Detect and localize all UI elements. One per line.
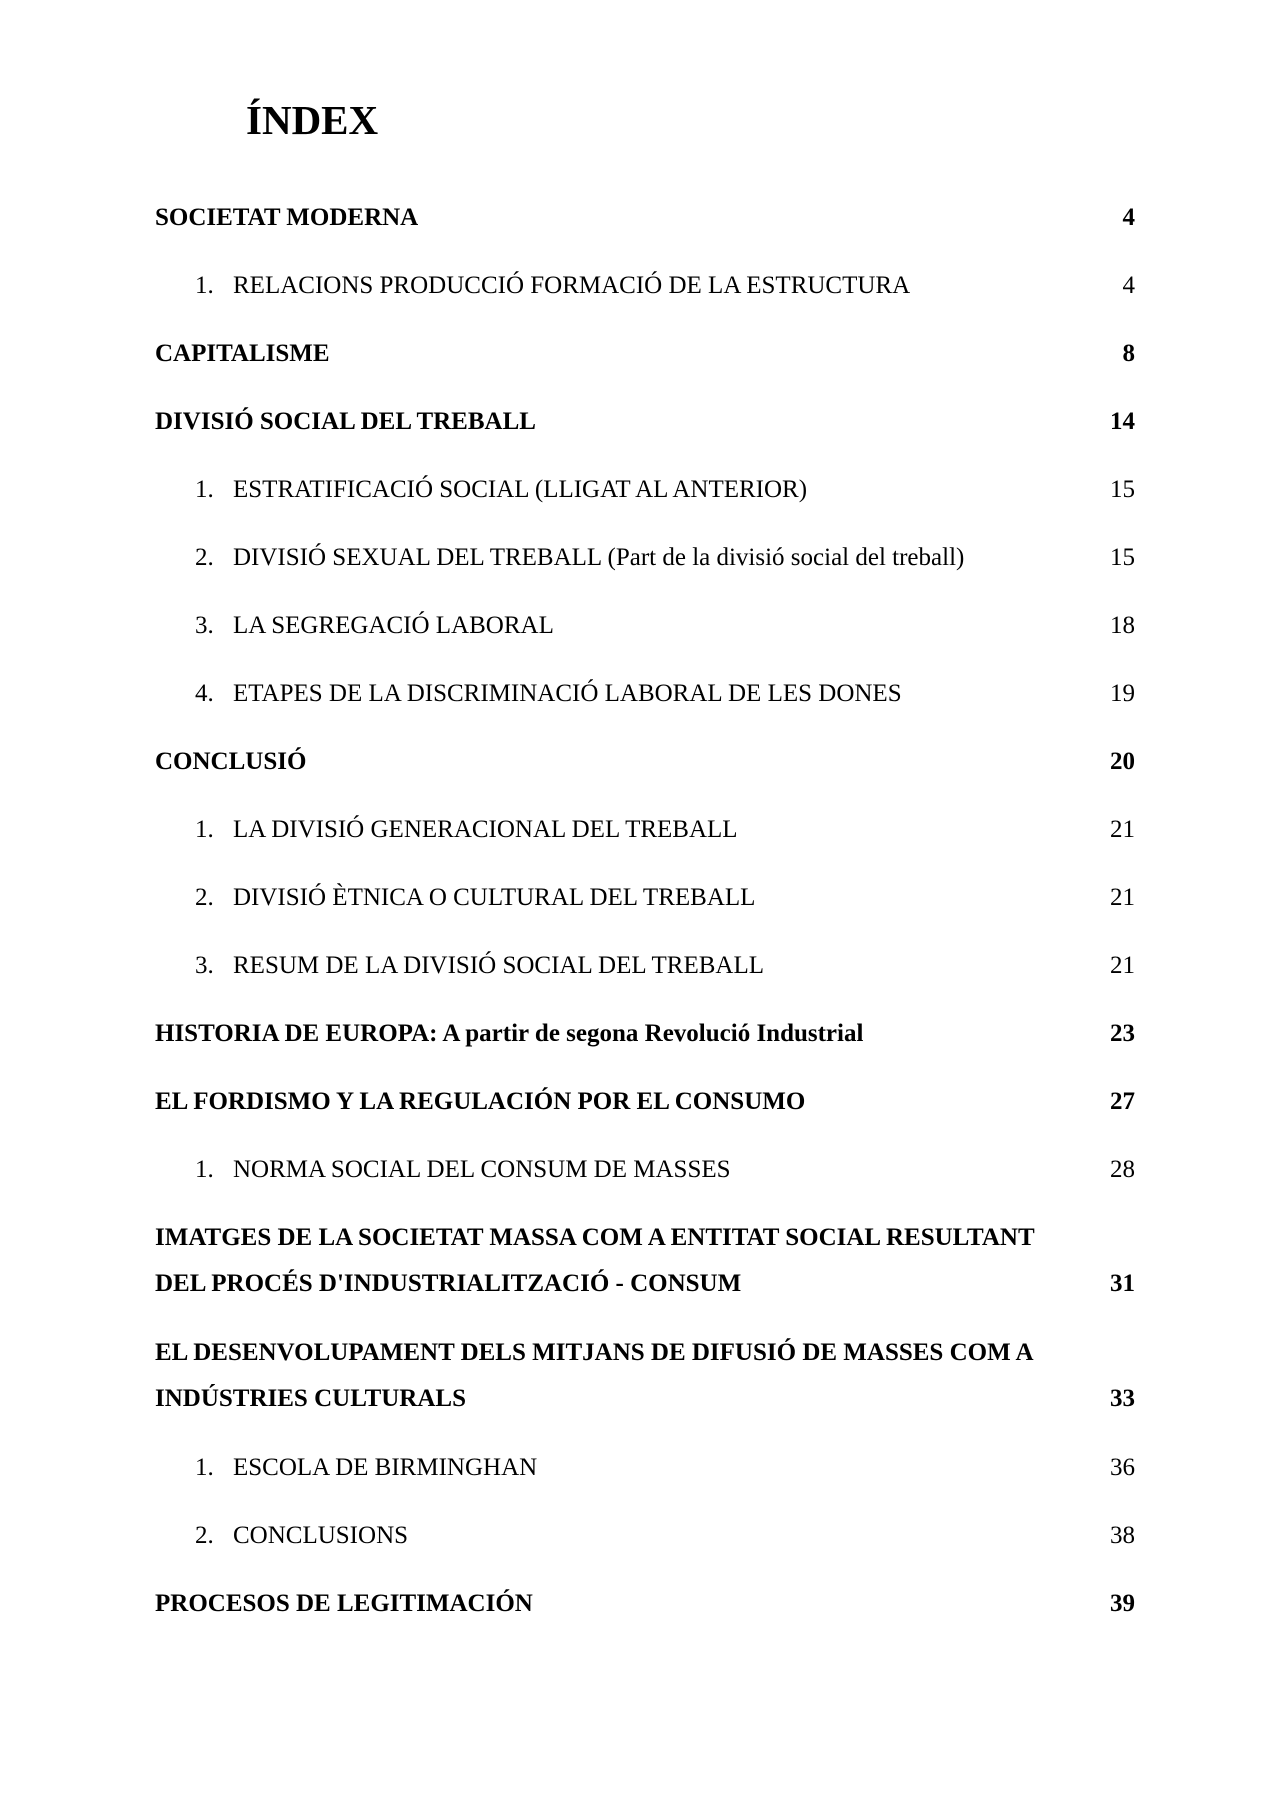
toc-entry-page: 33 bbox=[1110, 1385, 1135, 1412]
toc-subentry-page: 21 bbox=[1110, 884, 1135, 911]
toc-subentry-label: RELACIONS PRODUCCIÓ FORMACIÓ DE LA ESTRUCTURA bbox=[233, 272, 911, 299]
toc-entry-label: SOCIETAT MODERNA bbox=[155, 204, 419, 231]
toc-entry-page: 4 bbox=[1122, 204, 1135, 231]
toc-subentry-label: LA DIVISIÓ GENERACIONAL DEL TREBALL bbox=[233, 816, 738, 843]
toc-entry-label: EL FORDISMO Y LA REGULACIÓN POR EL CONSUMO bbox=[155, 1088, 806, 1115]
toc-subentry-page: 38 bbox=[1110, 1522, 1135, 1549]
toc-subentry-page: 21 bbox=[1110, 952, 1135, 979]
toc-entry-page: 39 bbox=[1110, 1590, 1135, 1617]
toc-subentry-label: DIVISIÓ SEXUAL DEL TREBALL (Part de la divisió social del treball) bbox=[233, 544, 965, 571]
toc-subentry-number: 1. bbox=[195, 272, 214, 299]
toc-entry-page: 27 bbox=[1110, 1088, 1135, 1115]
toc-entry-label-line2: DEL PROCÉS D'INDUSTRIALITZACIÓ - CONSUM bbox=[155, 1270, 742, 1297]
toc-subentry-label: LA SEGREGACIÓ LABORAL bbox=[233, 612, 554, 639]
toc-entry-label: CONCLUSIÓ bbox=[155, 748, 307, 775]
toc-entry-page: 8 bbox=[1122, 340, 1135, 367]
toc-entry-label: CAPITALISME bbox=[155, 340, 330, 367]
toc-subentry-page: 18 bbox=[1110, 612, 1135, 639]
toc-subentry-label: ESTRATIFICACIÓ SOCIAL (LLIGAT AL ANTERIOR) bbox=[233, 476, 808, 503]
toc-subentry-page: 28 bbox=[1110, 1156, 1135, 1183]
toc-entry-page: 31 bbox=[1110, 1270, 1135, 1297]
toc-subentry-number: 3. bbox=[195, 612, 214, 639]
toc-entry-page: 20 bbox=[1110, 748, 1135, 775]
toc-subentry-number: 1. bbox=[195, 816, 214, 843]
toc-subentry-label: ESCOLA DE BIRMINGHAN bbox=[233, 1454, 538, 1481]
toc-subentry-number: 1. bbox=[195, 1454, 214, 1481]
toc-subentry-number: 4. bbox=[195, 680, 214, 707]
toc-subentry-label: NORMA SOCIAL DEL CONSUM DE MASSES bbox=[233, 1156, 731, 1183]
toc-subentry-number: 1. bbox=[195, 1156, 214, 1183]
toc-entry-page: 23 bbox=[1110, 1020, 1135, 1047]
toc-entry-page: 14 bbox=[1110, 408, 1135, 435]
toc-subentry-number: 1. bbox=[195, 476, 214, 503]
toc-entry-label-line2: INDÚSTRIES CULTURALS bbox=[155, 1385, 466, 1412]
toc-subentry-number: 2. bbox=[195, 884, 214, 911]
toc-entry-label: DIVISIÓ SOCIAL DEL TREBALL bbox=[155, 408, 536, 435]
toc-subentry-number: 2. bbox=[195, 544, 214, 571]
toc-subentry-label: RESUM DE LA DIVISIÓ SOCIAL DEL TREBALL bbox=[233, 952, 765, 979]
toc-subentry-number: 2. bbox=[195, 1522, 214, 1549]
toc-subentry-label: DIVISIÓ ÈTNICA O CULTURAL DEL TREBALL bbox=[233, 884, 756, 911]
toc-subentry-label: ETAPES DE LA DISCRIMINACIÓ LABORAL DE LES DONES bbox=[233, 680, 902, 707]
index-title: ÍNDEX bbox=[246, 97, 379, 143]
toc-subentry-page: 15 bbox=[1110, 476, 1135, 503]
toc-entry-label: PROCESOS DE LEGITIMACIÓN bbox=[155, 1590, 533, 1617]
toc-subentry-label: CONCLUSIONS bbox=[233, 1522, 409, 1549]
toc-entry-label: IMATGES DE LA SOCIETAT MASSA COM A ENTITAT SOCIAL RESULTANT bbox=[155, 1224, 1035, 1251]
toc-entry-label: EL DESENVOLUPAMENT DELS MITJANS DE DIFUSIÓ DE MASSES COM A bbox=[155, 1339, 1034, 1366]
toc-subentry-page: 21 bbox=[1110, 816, 1135, 843]
toc-subentry-number: 3. bbox=[195, 952, 214, 979]
toc-subentry-page: 19 bbox=[1110, 680, 1135, 707]
toc-entry-label: HISTORIA DE EUROPA: A partir de segona Revolució Industrial bbox=[155, 1020, 864, 1047]
toc-subentry-page: 15 bbox=[1110, 544, 1135, 571]
toc-subentry-page: 36 bbox=[1110, 1454, 1135, 1481]
toc-subentry-page: 4 bbox=[1122, 272, 1135, 299]
